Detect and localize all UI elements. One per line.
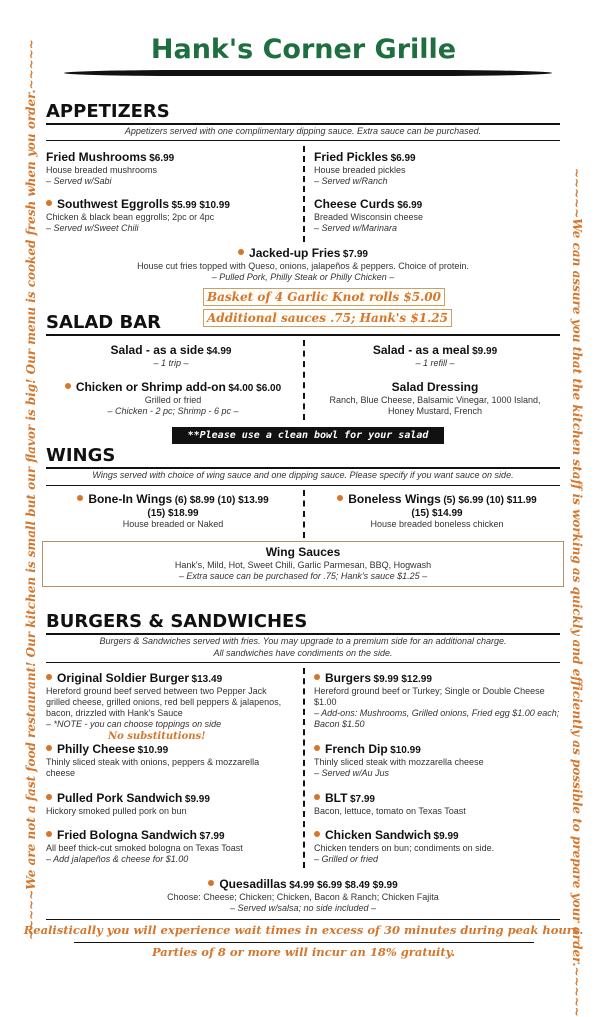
item-price: $13.49: [191, 674, 223, 685]
item-price: $7.99: [342, 249, 368, 260]
gratuity-notice: Parties of 8 or more will incur an 18% gratuity.: [151, 945, 456, 959]
bullet-icon: [337, 495, 343, 501]
promo-garlic-knots: Basket of 4 Garlic Knot rolls $5.00: [203, 288, 445, 306]
burgers-heading: BURGERS & SANDWICHES: [46, 611, 308, 632]
item-name: Quesadillas: [219, 877, 287, 891]
item-name: Salad Dressing: [391, 380, 479, 394]
menu-item-original-soldier-burger: [46, 671, 286, 730]
item-name: Chicken Sandwich: [325, 828, 432, 842]
menu-item-philly-cheese: [46, 742, 286, 779]
item-price: $10.99: [390, 745, 421, 756]
item-desc: All beef thick-cut smoked bologna on Texas Toast: [46, 843, 243, 853]
item-price: (5) $6.99 (10) $11.99: [443, 495, 537, 506]
item-sub: – Add jalapeños & cheese for $1.00: [46, 854, 189, 864]
divider: [46, 467, 560, 469]
item-name: Fried Bologna Sandwich: [57, 828, 198, 842]
item-name: Pulled Pork Sandwich: [57, 791, 183, 805]
bullet-icon: [314, 831, 320, 837]
item-price: $7.99: [199, 831, 225, 842]
item-desc: House breaded or Naked: [122, 519, 224, 529]
bullet-icon: [77, 495, 83, 501]
item-desc: Chicken & black bean eggrolls; 2pc or 4pc: [46, 212, 215, 222]
item-name: Boneless Wings: [348, 492, 441, 506]
menu-item-salad-side: [46, 343, 296, 369]
item-desc: Breaded Wisconsin cheese: [314, 212, 424, 222]
menu-item-fried-bologna-sandwich: [46, 828, 296, 865]
divider: [46, 485, 560, 486]
menu-item-burgers: [314, 671, 560, 730]
item-desc: Thinly sliced steak with mozzarella cheese: [314, 757, 484, 767]
item-name: Jacked-up Fries: [249, 246, 341, 260]
divider: [46, 662, 560, 663]
item-price: $9.99: [184, 794, 210, 805]
menu-item-salad-meal: [310, 343, 560, 369]
wings-note: Wings served with choice of wing sauce and one dipping sauce. Please specify if you want sauce on side.: [92, 470, 514, 480]
menu-item-blt: [314, 791, 560, 817]
bullet-icon: [46, 200, 52, 206]
item-desc: Hank's, Mild, Hot, Sweet Chili, Garlic Parmesan, BBQ, Hogwash: [174, 560, 432, 570]
item-name: French Dip: [325, 742, 388, 756]
column-divider: [303, 146, 305, 242]
bullet-icon: [314, 745, 320, 751]
item-price: $6.99: [390, 153, 416, 164]
item-name: Salad - as a meal: [372, 343, 470, 357]
divider: [46, 919, 560, 920]
item-sub: – Chicken - 2 pc; Shrimp - 6 pc –: [107, 406, 239, 416]
bullet-icon: [314, 674, 320, 680]
item-name: Chicken or Shrimp add-on: [75, 380, 226, 394]
item-price: $9.99: [472, 346, 498, 357]
item-sub: – Add-ons: Mushrooms, Grilled onions, Fried egg $1.00 each; Bacon $1.50: [314, 708, 560, 729]
appetizers-heading: APPETIZERS: [46, 101, 170, 122]
menu-item-salad-dressing: [310, 380, 560, 417]
burgers-note-1: Burgers & Sandwiches served with fries. You may upgrade to a premium side for an additional charge.: [99, 636, 507, 646]
item-sub: – Served w/salsa; no side included –: [229, 903, 377, 913]
menu-item-southwest-eggrolls: [46, 197, 296, 234]
item-name: Salad - as a side: [110, 343, 204, 357]
menu-item-quesadillas: [46, 877, 560, 914]
column-divider: [303, 490, 305, 538]
item-desc: Ranch, Blue Cheese, Balsamic Vinegar, 1000 Island,: [329, 395, 541, 405]
item-desc: House breaded pickles: [314, 165, 406, 175]
menu-item-fried-pickles: [314, 150, 564, 187]
menu-item-chicken-sandwich: [314, 828, 560, 865]
item-price: $7.99: [349, 794, 375, 805]
item-sub: – 1 trip –: [153, 358, 189, 368]
divider: [46, 633, 560, 635]
item-price: $6.99: [397, 200, 423, 211]
item-price: (15) $18.99: [147, 508, 199, 519]
item-sub: – Served w/Marinara: [314, 223, 398, 233]
bullet-icon: [46, 831, 52, 837]
item-desc: Hickory smoked pulled pork on bun: [46, 806, 187, 816]
item-name: Bone-In Wings: [88, 492, 173, 506]
item-name: Original Soldier Burger: [57, 671, 190, 685]
item-name: Cheese Curds: [314, 197, 395, 211]
item-desc: Grilled or fried: [144, 395, 202, 405]
item-price: $4.99 $6.99 $8.49 $9.99: [289, 880, 398, 891]
item-desc: Choose: Cheese; Chicken; Chicken, Bacon & Ranch; Chicken Fajita: [167, 892, 439, 902]
divider: [46, 140, 560, 141]
item-price: $5.99 $10.99: [171, 200, 230, 211]
item-sub: – Served w/Sabi: [46, 176, 112, 186]
item-desc: Hereford ground beef or Turkey; Single or Double Cheese $1.00: [314, 686, 545, 707]
column-divider: [303, 340, 305, 420]
clean-bowl-banner: **Please use a clean bowl for your salad choice**: [172, 427, 444, 444]
bullet-icon: [46, 745, 52, 751]
title-underline: [63, 70, 553, 76]
item-price: (6) $8.99 (10) $13.99: [174, 495, 269, 506]
bullet-icon: [314, 794, 320, 800]
page-title: Hank's Corner Grille: [150, 34, 457, 65]
item-sub: – 1 refill –: [415, 358, 455, 368]
item-desc: Bacon, lettuce, tomato on Texas Toast: [314, 806, 466, 816]
no-substitutions-note: No substitutions!: [108, 731, 206, 742]
item-sub: – Served w/Au Jus: [314, 768, 390, 778]
item-desc: Honey Mustard, French: [387, 406, 483, 416]
wings-heading: WINGS: [46, 445, 116, 466]
item-sub: – Grilled or fried: [314, 854, 379, 864]
column-divider: [303, 668, 305, 868]
item-sub: – Served w/Sweet Chili: [46, 223, 139, 233]
item-desc: House breaded mushrooms: [46, 165, 158, 175]
item-desc: Chicken tenders on bun; condiments on side.: [314, 843, 495, 853]
item-sub: – *NOTE - you can choose toppings on side: [46, 719, 222, 729]
item-price: $9.99 $12.99: [373, 674, 432, 685]
appetizers-note: Appetizers served with one complimentary dipping sauce. Extra sauce can be purchased.: [124, 126, 482, 136]
item-name: Wing Sauces: [265, 545, 341, 559]
item-name: Southwest Eggrolls: [57, 197, 170, 211]
item-price: $4.99: [206, 346, 232, 357]
salad-heading: SALAD BAR: [46, 312, 162, 333]
promo-additional-sauces: Additional sauces .75; Hank's $1.25: [203, 309, 452, 327]
item-desc: House cut fries topped with Queso, onions, jalapeños & peppers. Choice of protein.: [137, 261, 469, 271]
bullet-icon: [208, 880, 214, 886]
menu-item-pulled-pork-sandwich: [46, 791, 286, 817]
item-name: Philly Cheese: [57, 742, 136, 756]
menu-item-cheese-curds: [314, 197, 564, 234]
menu-item-jacked-up-fries: [46, 246, 560, 283]
side-note-left: ~~~~~We are not a fast food restaurant! Our kitchen is small but our flavor is big! Our menu is cooked fresh when you order.~~~~~: [24, 39, 38, 940]
bullet-icon: [46, 674, 52, 680]
item-price: $10.99: [137, 745, 169, 756]
menu-item-french-dip: [314, 742, 560, 779]
divider: [46, 334, 560, 336]
item-price: (15) $14.99: [411, 508, 463, 519]
item-name: Burgers: [325, 671, 372, 685]
menu-item-wing-sauces: [46, 545, 560, 582]
item-price: $9.99: [433, 831, 459, 842]
item-desc: Thinly sliced steak with onions, peppers & mozzarella cheese: [46, 757, 260, 778]
item-name: Fried Pickles: [314, 150, 389, 164]
item-sub: – Extra sauce can be purchased for .75; Hank's sauce $1.25 –: [178, 571, 428, 581]
menu-item-bone-in-wings: [46, 492, 300, 530]
bullet-icon: [238, 249, 244, 255]
item-price: $4.00 $6.00: [228, 383, 282, 394]
menu-item-fried-mushrooms: [46, 150, 296, 187]
item-sub: – Served w/Ranch: [314, 176, 388, 186]
item-price: $6.99: [149, 153, 175, 164]
wait-time-notice: Realistically you will experience wait times in excess of 30 minutes during peak hours.: [23, 923, 584, 937]
divider: [74, 942, 534, 943]
burgers-note-2: All sandwiches have condiments on the side.: [213, 648, 393, 658]
menu-item-boneless-wings: [310, 492, 564, 530]
item-sub: – Pulled Pork, Philly Steak or Philly Chicken –: [211, 272, 395, 282]
item-name: BLT: [325, 791, 348, 805]
item-desc: House breaded boneless chicken: [370, 519, 504, 529]
menu-item-chicken-shrimp-addon: [46, 380, 300, 417]
bullet-icon: [65, 383, 71, 389]
item-name: Fried Mushrooms: [46, 150, 147, 164]
bullet-icon: [46, 794, 52, 800]
side-note-right: ~~~~~We can assure you that the kitchen staff is working as quickly and efficiently as possible to prepare your order.~~~~~: [570, 168, 584, 1017]
divider: [46, 123, 560, 125]
item-desc: Hereford ground beef served between two Pepper Jack grilled cheese, grilled onions, red bell peppers & jalapenos, bacon, drizzled with Hank's Sauce: [46, 686, 282, 718]
